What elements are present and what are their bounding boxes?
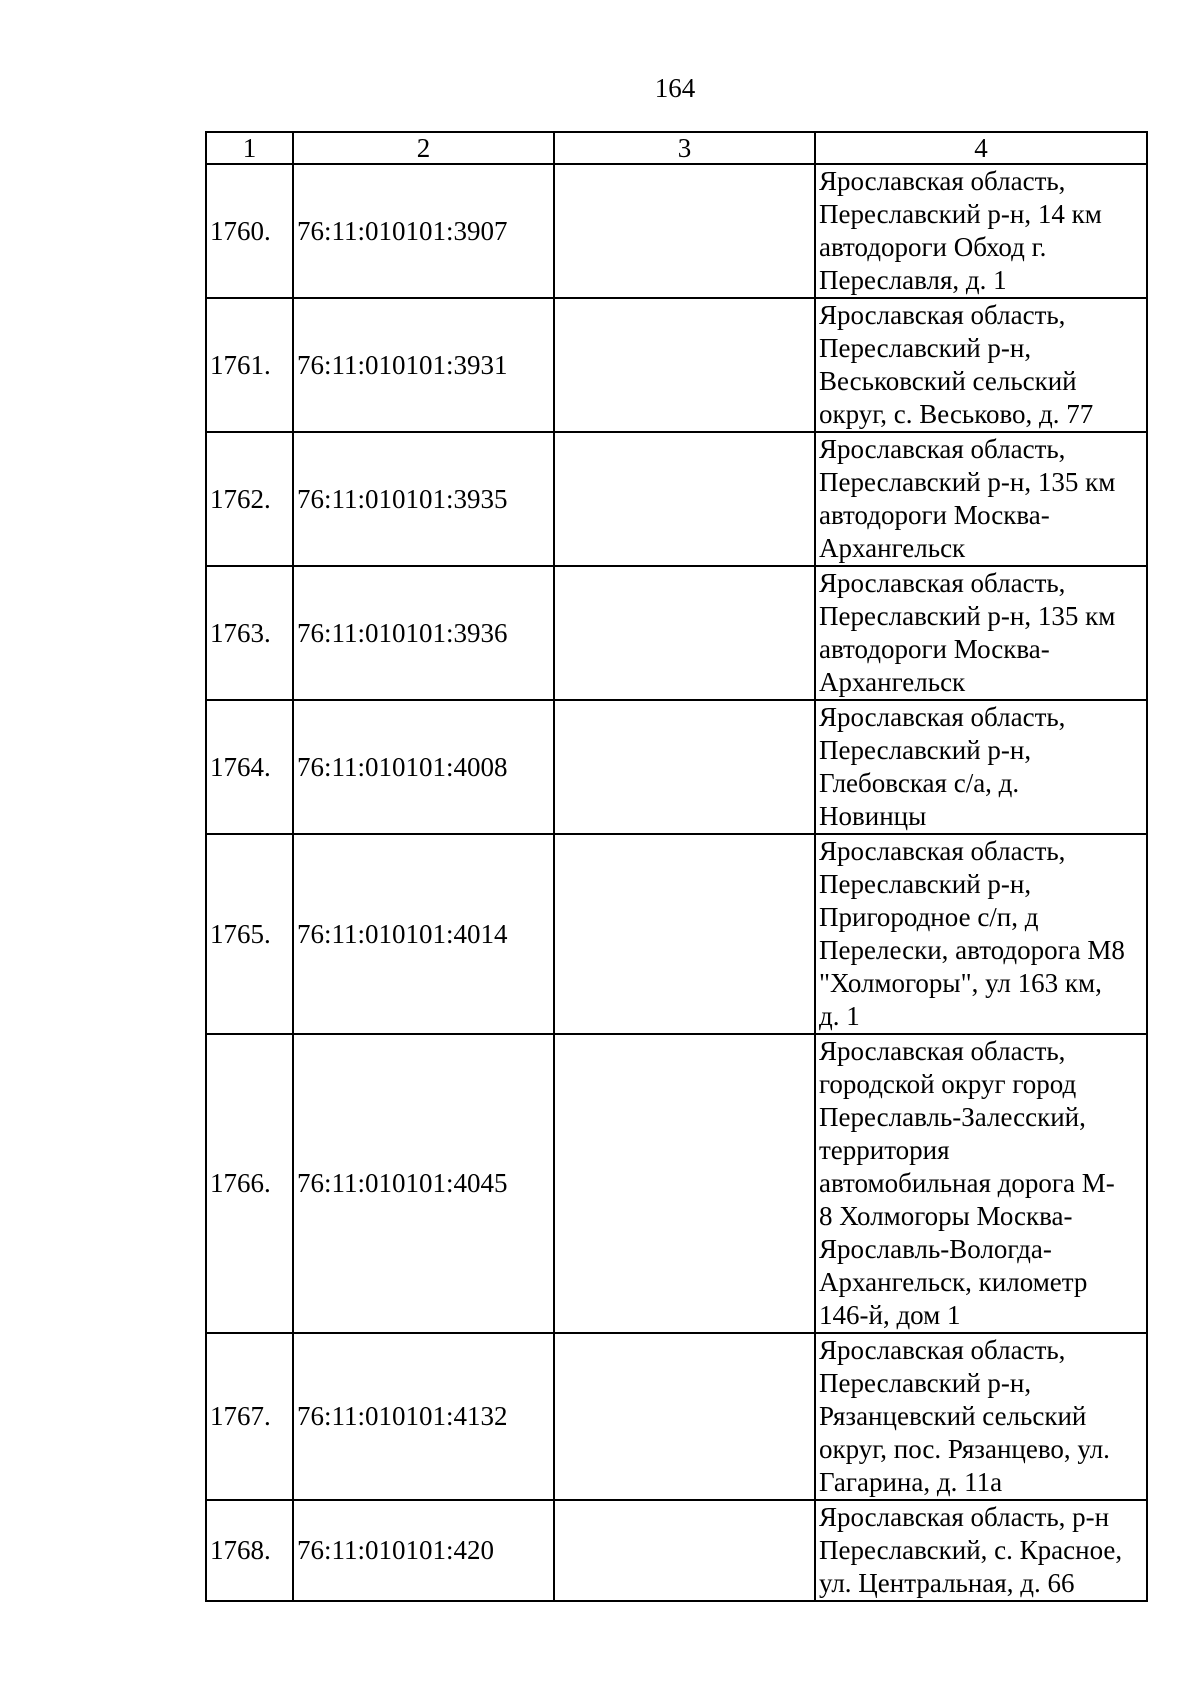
address-cell: Ярославская область, Переславский р-н, Пригородное с/п, д Перелески, автодорога М8 "Холмогоры", ул 163 км, д. 1 [815, 834, 1147, 1034]
column-3-cell [554, 834, 815, 1034]
table-row [206, 432, 1147, 566]
table-row [206, 164, 1147, 298]
cadastral-number: 76:11:010101:3907 [293, 164, 554, 298]
row-number: 1760. [206, 164, 293, 298]
column-3-cell [554, 164, 815, 298]
address-cell: Ярославская область, Переславский р-н, Веськовский сельский округ, с. Веськово, д. 77 [815, 298, 1147, 432]
cadastral-number: 76:11:010101:4045 [293, 1034, 554, 1333]
header-col-3: 3 [554, 132, 815, 164]
column-3-cell [554, 1333, 815, 1500]
address-cell: Ярославская область, Переславский р-н, Рязанцевский сельский округ, пос. Рязанцево, ул. Гагарина, д. 11а [815, 1333, 1147, 1500]
row-number: 1763. [206, 566, 293, 700]
column-3-cell [554, 1500, 815, 1601]
table-row [206, 700, 1147, 834]
table-row [206, 566, 1147, 700]
column-3-cell [554, 432, 815, 566]
header-col-2: 2 [293, 132, 554, 164]
address-cell: Ярославская область, Переславский р-н, Глебовская с/а, д. Новинцы [815, 700, 1147, 834]
cadastral-number: 76:11:010101:4008 [293, 700, 554, 834]
row-number: 1762. [206, 432, 293, 566]
table-row [206, 298, 1147, 432]
address-cell: Ярославская область, р-н Переславский, с. Красное, ул. Центральная, д. 66 [815, 1500, 1147, 1601]
cadastral-number: 76:11:010101:4014 [293, 834, 554, 1034]
row-number: 1767. [206, 1333, 293, 1500]
table-row [206, 1034, 1147, 1333]
row-number: 1764. [206, 700, 293, 834]
cadastral-number: 76:11:010101:420 [293, 1500, 554, 1601]
cadastral-number: 76:11:010101:3935 [293, 432, 554, 566]
address-cell: Ярославская область, Переславский р-н, 14 км автодороги Обход г. Переславля, д. 1 [815, 164, 1147, 298]
registry-table [205, 131, 1148, 1602]
table-row [206, 1333, 1147, 1500]
row-number: 1761. [206, 298, 293, 432]
table-row [206, 834, 1147, 1034]
cadastral-number: 76:11:010101:3936 [293, 566, 554, 700]
header-col-4: 4 [815, 132, 1147, 164]
row-number: 1768. [206, 1500, 293, 1601]
row-number: 1765. [206, 834, 293, 1034]
address-cell: Ярославская область, городской округ город Переславль-Залесский, территория автомобильная дорога М- 8 Холмогоры Москва- Ярославль-Вологда- Архангельск, километр 146-й, дом 1 [815, 1034, 1147, 1333]
table-header-row [206, 132, 1147, 164]
table-row [206, 1500, 1147, 1601]
column-3-cell [554, 1034, 815, 1333]
column-3-cell [554, 700, 815, 834]
address-cell: Ярославская область, Переславский р-н, 135 км автодороги Москва- Архангельск [815, 566, 1147, 700]
column-3-cell [554, 298, 815, 432]
header-col-1: 1 [206, 132, 293, 164]
column-3-cell [554, 566, 815, 700]
address-cell: Ярославская область, Переславский р-н, 135 км автодороги Москва- Архангельск [815, 432, 1147, 566]
row-number: 1766. [206, 1034, 293, 1333]
cadastral-number: 76:11:010101:3931 [293, 298, 554, 432]
page-number: 164 [654, 73, 696, 103]
cadastral-number: 76:11:010101:4132 [293, 1333, 554, 1500]
